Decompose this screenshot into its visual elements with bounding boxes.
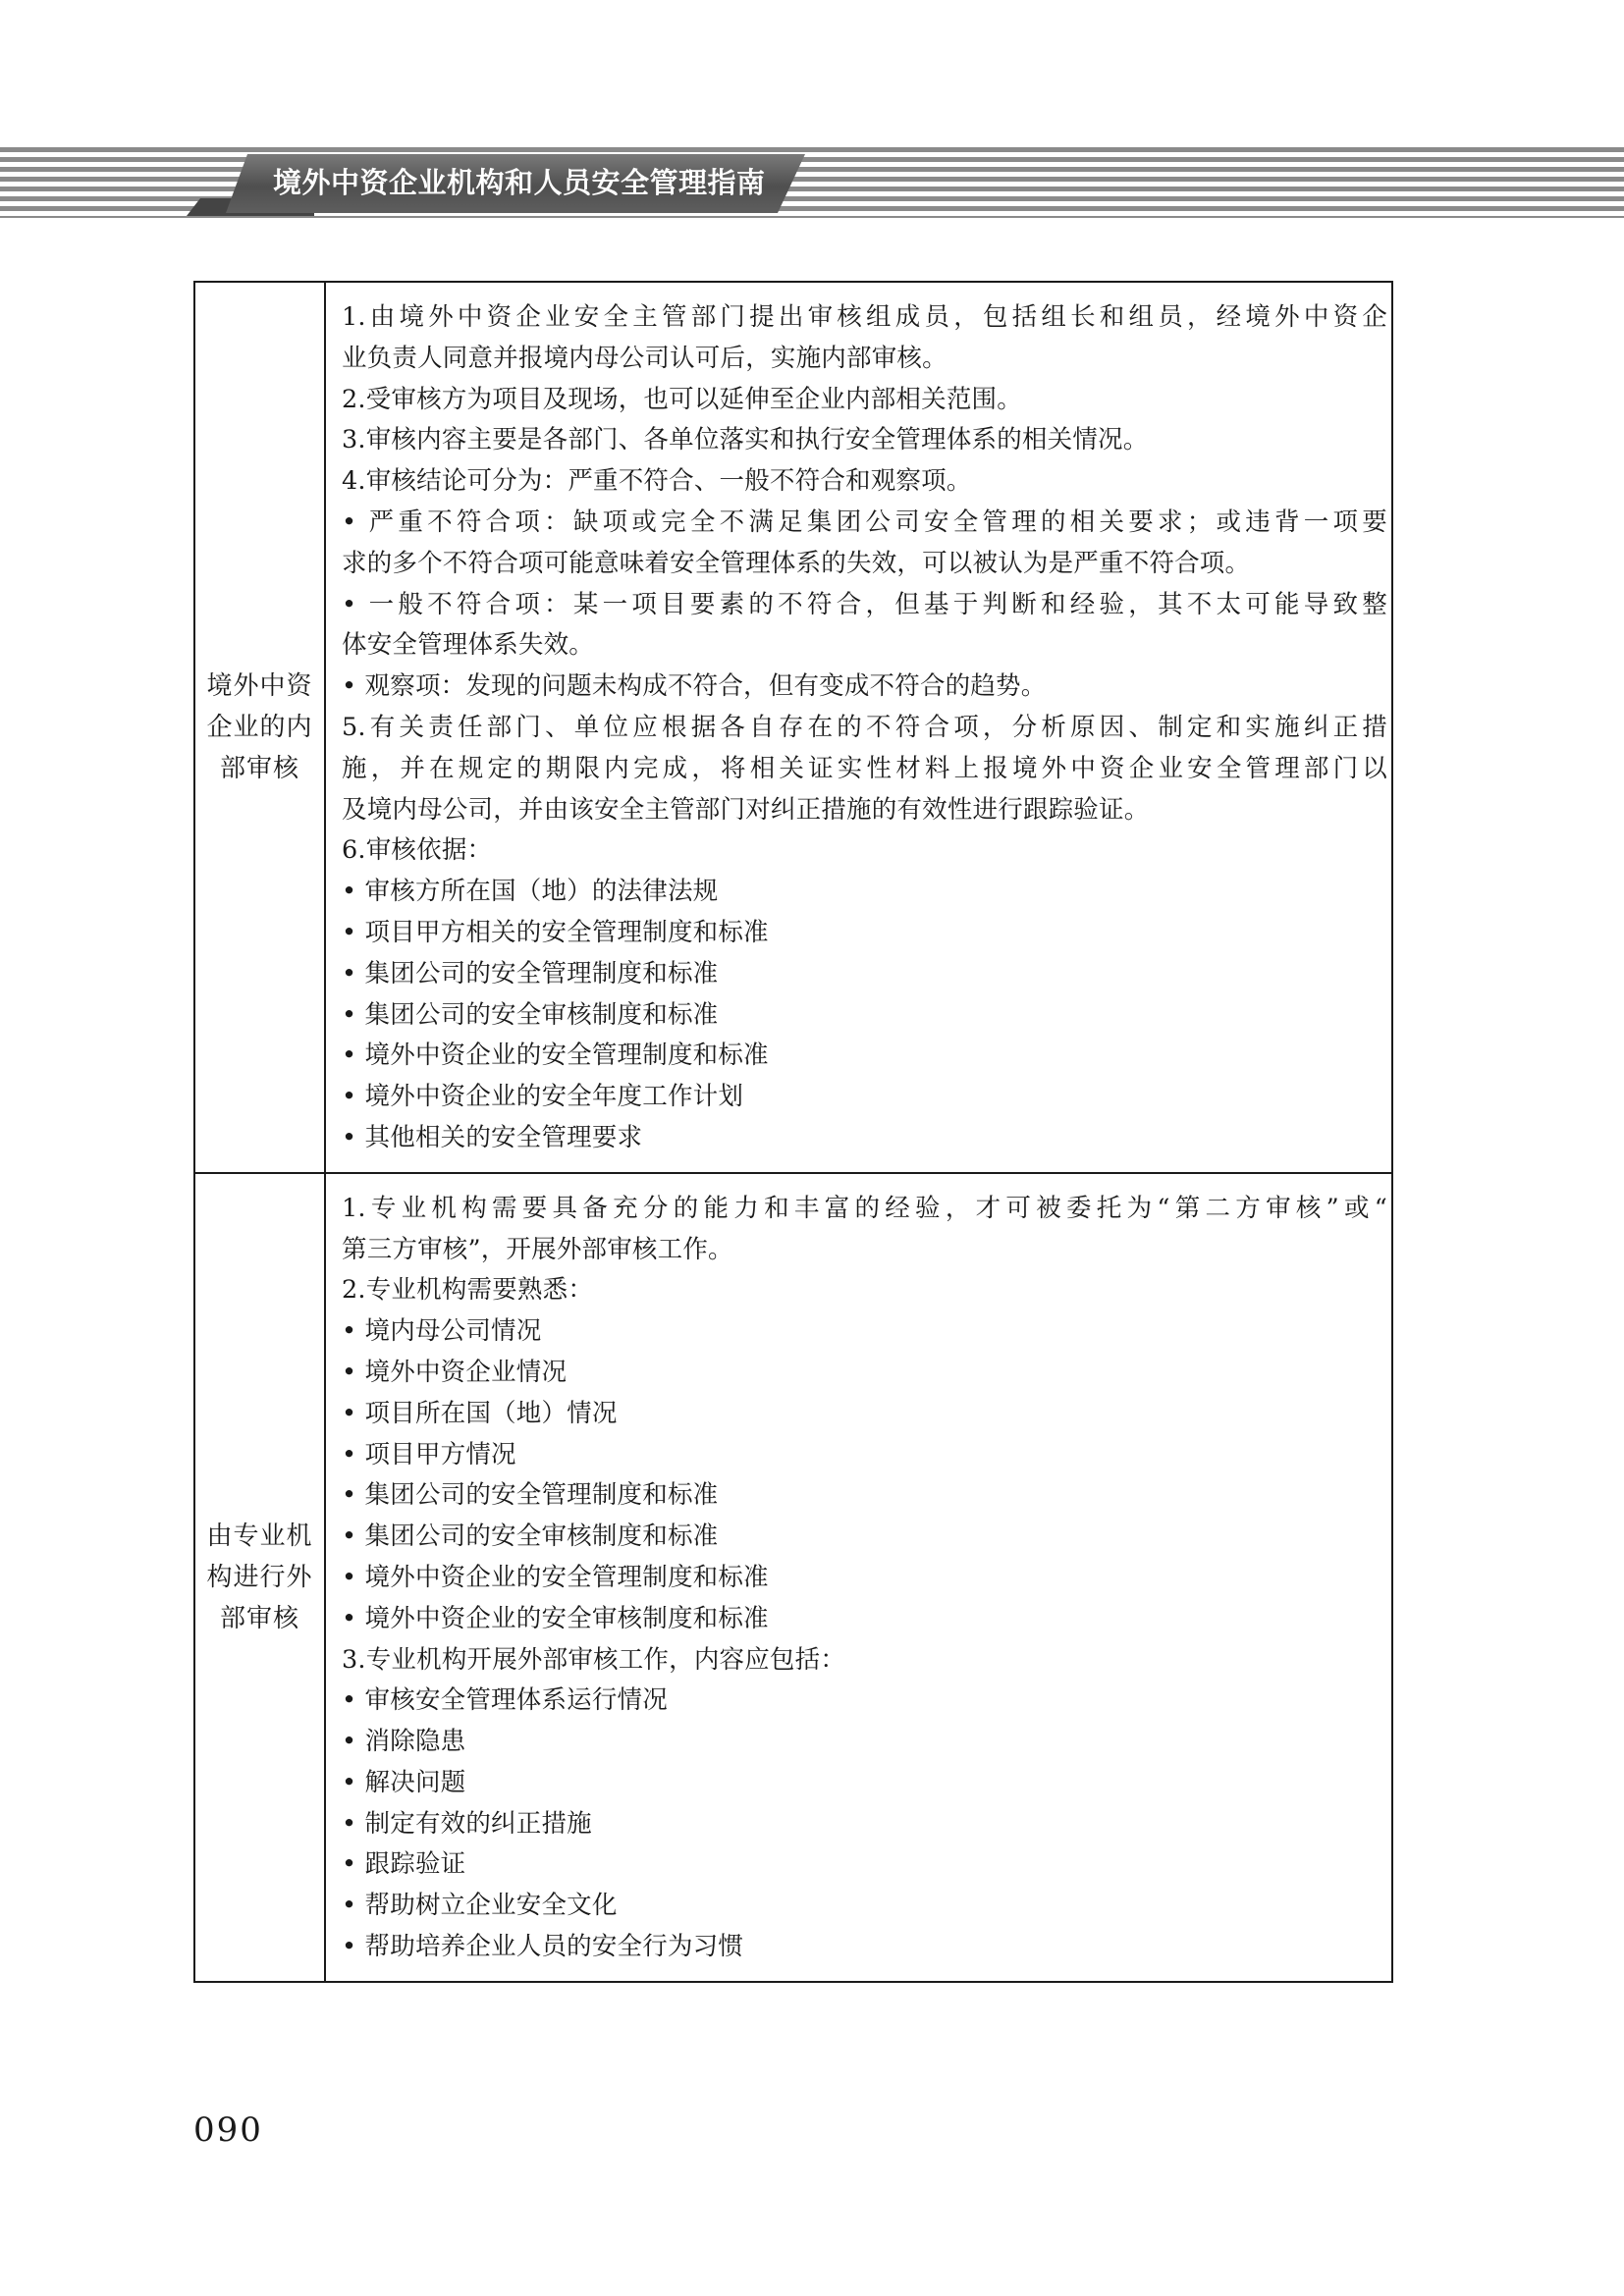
content-line: • 集团公司的安全审核制度和标准 [342, 999, 719, 1030]
content-line: • 解决问题 [342, 1767, 466, 1797]
book-title: 境外中资企业机构和人员安全管理指南 [273, 166, 766, 199]
row-label-line: 部审核 [219, 753, 299, 783]
content-line: • 集团公司的安全管理制度和标准 [342, 1480, 719, 1511]
row-label-line: 境外中资 [206, 670, 313, 701]
row-label-line: 企业的内 [206, 712, 313, 742]
content-line: • 审核安全管理体系运行情况 [342, 1685, 668, 1716]
table-row [195, 283, 1391, 1172]
content-line: • 项目甲方情况 [342, 1439, 516, 1469]
content-line: • 集团公司的安全管理制度和标准 [342, 958, 719, 988]
content-line: 2.专业机构需要熟悉： [342, 1275, 594, 1306]
content-line: • 集团公司的安全审核制度和标准 [342, 1522, 719, 1552]
content-line: • 严重不符合项：缺项或完全不满足集团公司安全管理的相关要求；或违背一项要 [342, 507, 1387, 537]
content-line: • 观察项：发现的问题未构成不符合，但有变成不符合的趋势。 [342, 671, 1047, 702]
row-label-line: 构进行外 [206, 1562, 313, 1592]
content-line: • 消除隐患 [342, 1727, 466, 1757]
table-row [195, 1172, 1391, 1981]
content-line: • 境内母公司情况 [342, 1316, 542, 1347]
content-line: • 审核方所在国（地）的法律法规 [342, 877, 719, 907]
content-line: • 境外中资企业的安全管理制度和标准 [342, 1041, 769, 1071]
content-line: 求的多个不符合项可能意味着安全管理体系的失效，可以被认为是严重不符合项。 [342, 548, 1251, 578]
content-line: 1.专业机构需要具备充分的能力和丰富的经验，才可被委托为“第二方审核”或“ [342, 1193, 1387, 1223]
running-header [0, 147, 1624, 218]
row-label-cell [195, 1174, 326, 1981]
row-label-cell [195, 283, 326, 1172]
row-label [202, 666, 318, 789]
content-line: 体安全管理体系失效。 [342, 630, 595, 661]
content-line: 及境内母公司，并由该安全主管部门对纠正措施的有效性进行跟踪验证。 [342, 794, 1150, 825]
content-line: 1.由境外中资企业安全主管部门提出审核组成员，包括组长和组员，经境外中资企 [342, 302, 1387, 332]
content-line: • 其他相关的安全管理要求 [342, 1122, 643, 1152]
row-label [202, 1516, 318, 1639]
row-label-line: 由专业机 [206, 1521, 313, 1551]
row-content-cell [326, 283, 1391, 1172]
content-line: 3.审核内容主要是各部门、各单位落实和执行安全管理体系的相关情况。 [342, 425, 1149, 455]
row-label-line: 部审核 [219, 1603, 299, 1633]
content-line: 4.审核结论可分为：严重不符合、一般不符合和观察项。 [342, 466, 972, 497]
content-line: 2.受审核方为项目及现场，也可以延伸至企业内部相关范围。 [342, 384, 1022, 414]
content-line: • 跟踪验证 [342, 1849, 466, 1880]
content-line: • 制定有效的纠正措施 [342, 1808, 592, 1839]
content-line: • 一般不符合项：某一项目要素的不符合，但基于判断和经验，其不太可能导致整 [342, 589, 1387, 619]
content-line: • 境外中资企业的安全审核制度和标准 [342, 1603, 769, 1633]
content-line: • 境外中资企业情况 [342, 1357, 568, 1387]
content-line: • 帮助培养企业人员的安全行为习惯 [342, 1932, 744, 1962]
content-line: • 项目所在国（地）情况 [342, 1398, 618, 1428]
content-line: 业负责人同意并报境内母公司认可后，实施内部审核。 [342, 343, 947, 373]
page-number: 090 [193, 2110, 263, 2150]
audit-table [193, 281, 1393, 1983]
content-line: 6.审核依据： [342, 835, 493, 866]
row-content-cell [326, 1174, 1391, 1981]
content-line: 第三方审核”，开展外部审核工作。 [342, 1234, 733, 1264]
content-line: • 境外中资企业的安全管理制度和标准 [342, 1562, 769, 1592]
content-line: 施，并在规定的期限内完成，将相关证实性材料上报境外中资企业安全管理部门以 [342, 753, 1387, 783]
content-line: • 境外中资企业的安全年度工作计划 [342, 1082, 744, 1112]
content-line: 3.专业机构开展外部审核工作，内容应包括： [342, 1644, 846, 1675]
content-line: • 项目甲方相关的安全管理制度和标准 [342, 917, 769, 947]
content-line: • 帮助树立企业安全文化 [342, 1891, 618, 1921]
content-line: 5.有关责任部门、单位应根据各自存在的不符合项，分析原因、制定和实施纠正措 [342, 712, 1387, 742]
